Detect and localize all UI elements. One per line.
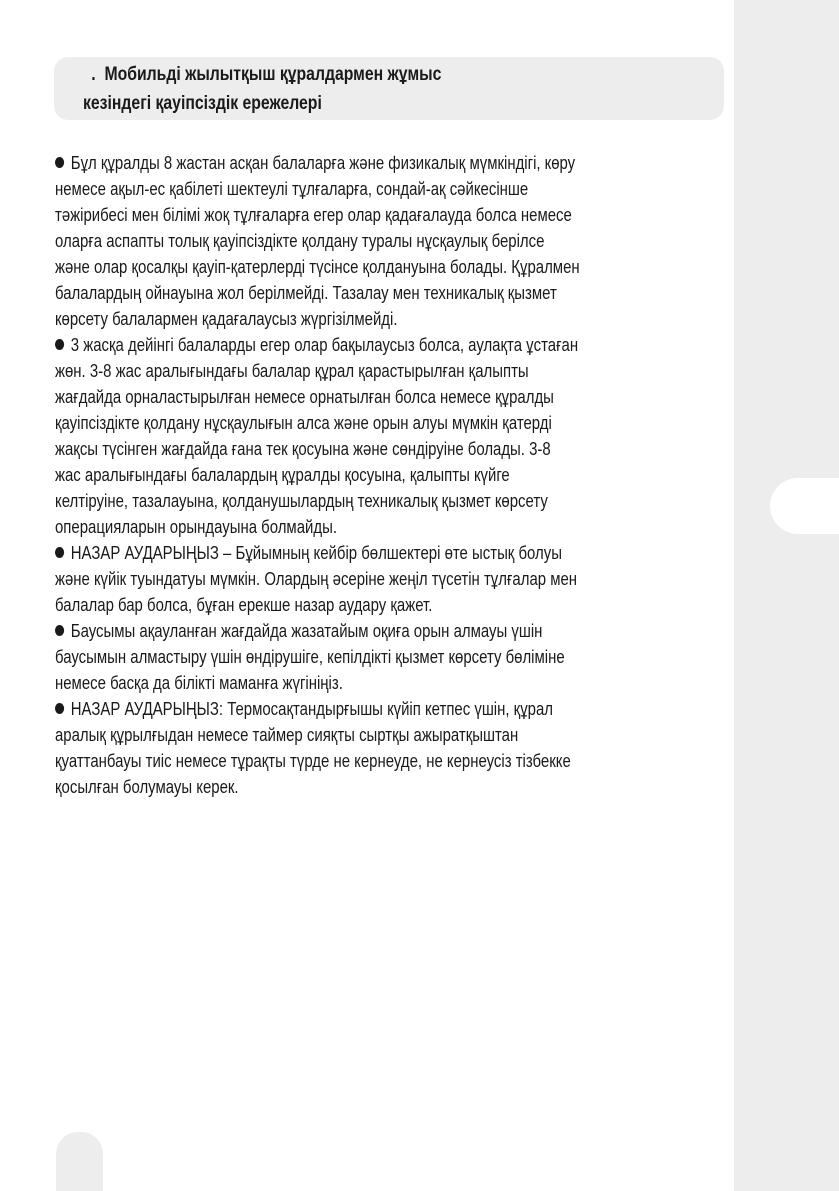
- bullet-icon: [55, 547, 64, 558]
- bullet-icon: [55, 703, 64, 714]
- rule-paragraph-3: [55, 540, 653, 618]
- paragraph-line: қауіпсіздікте қолдану нұсқаулығын алса және орын алуы мүмкін қатерді: [55, 413, 552, 433]
- side-margin-strip: [734, 0, 839, 1191]
- title-line-1: [83, 60, 581, 89]
- side-index-tab: [770, 478, 839, 534]
- page-number-tab: [56, 1132, 103, 1191]
- paragraph-line: [55, 540, 653, 566]
- paragraph-line: [55, 332, 653, 358]
- paragraph-line: операцияларын орындауына болмайды.: [55, 517, 337, 537]
- paragraph-text: НАЗАР АУДАРЫҢЫЗ: Термосақтандырғышы күйіп кетпес үшін, құрал: [70, 699, 554, 719]
- paragraph-line: жағдайда орналастырылған немесе орнатылған болса немесе құралды: [55, 387, 554, 407]
- rule-paragraph-5: [55, 696, 653, 800]
- section-number: .: [91, 64, 96, 85]
- paragraph-line: балалардың ойнауына жол берілмейді. Тазалау мен техникалық қызмет: [55, 283, 557, 303]
- paragraph-line: аралық құрылғыдан немесе таймер сияқты сыртқы ажыратқыштан: [55, 725, 519, 745]
- paragraph-line: [55, 696, 653, 722]
- paragraph-text: Баусымы ақауланған жағдайда жазатайым оқиға орын алмауы үшін: [70, 621, 543, 641]
- paragraph-line: оларға аспапты толық қауіпсіздікте қолдану туралы нұсқаулық берілсе: [55, 231, 545, 251]
- paragraph-text: НАЗАР АУДАРЫҢЫЗ – Бұйымның кейбір бөлшектері өте ыстық болуы: [70, 543, 562, 563]
- rule-paragraph-4: [55, 618, 653, 696]
- paragraph-line: [55, 618, 653, 644]
- section-title: [83, 60, 581, 118]
- paragraph-line: немесе басқа да білікті маманға жүгініңіз.: [55, 673, 343, 693]
- bullet-icon: [55, 157, 64, 168]
- rule-paragraph-1: [55, 150, 653, 332]
- paragraph-text: Бұл құралды 8 жастан асқан балаларға және физикалық мүмкіндігі, көру: [70, 153, 576, 173]
- paragraph-line: немесе ақыл-ес қабілеті шектеулі тұлғаларға, сондай-ақ сәйкесінше: [55, 179, 529, 199]
- bullet-icon: [55, 339, 64, 350]
- title-text-1: Мобильді жылытқыш құралдармен жұмыс: [104, 64, 442, 85]
- rule-paragraph-2: [55, 332, 653, 540]
- paragraph-line: балалар бар болса, бұған ерекше назар аудару қажет.: [55, 595, 433, 615]
- paragraph-line: [55, 150, 653, 176]
- paragraph-line: және олар қосалқы қауіп-қатерлерді түсінсе қолдануына болады. Құралмен: [55, 257, 580, 277]
- bullet-icon: [55, 625, 64, 636]
- paragraph-line: қосылған болумауы керек.: [55, 777, 239, 797]
- safety-rules-list: [55, 150, 653, 800]
- paragraph-line: және күйік туындатуы мүмкін. Олардың әсеріне жеңіл түсетін тұлғалар мен: [55, 569, 578, 589]
- paragraph-line: жөн. 3-8 жас аралығындағы балалар құрал қарастырылған қалыпты: [55, 361, 529, 381]
- paragraph-line: қуаттанбауы тиіс немесе тұрақты түрде не кернеуде, не кернеусіз тізбекке: [55, 751, 571, 771]
- paragraph-line: келтіруіне, тазалауына, қолданушылардың техникалық қызмет көрсету: [55, 491, 548, 511]
- paragraph-line: тәжірибесі мен білімі жоқ тұлғаларға егер олар қадағалауда болса немесе: [55, 205, 572, 225]
- paragraph-text: 3 жасқа дейінгі балаларды егер олар бақылаусыз болса, аулақта ұстаған: [70, 335, 579, 355]
- title-line-2: кезіндегі қауіпсіздік ережелері: [83, 93, 322, 114]
- paragraph-line: көрсету балалармен қадағалаусыз жүргізілмейді.: [55, 309, 398, 329]
- paragraph-line: жас аралығындағы балалардың құралды қосуына, қалыпты күйге: [55, 465, 510, 485]
- paragraph-line: баусымын алмастыру үшін өндірушіге, кепілдікті қызмет көрсету бөліміне: [55, 647, 565, 667]
- paragraph-line: жақсы түсінген жағдайда ғана тек қосуына және сөндіруіне болады. 3-8: [55, 439, 551, 459]
